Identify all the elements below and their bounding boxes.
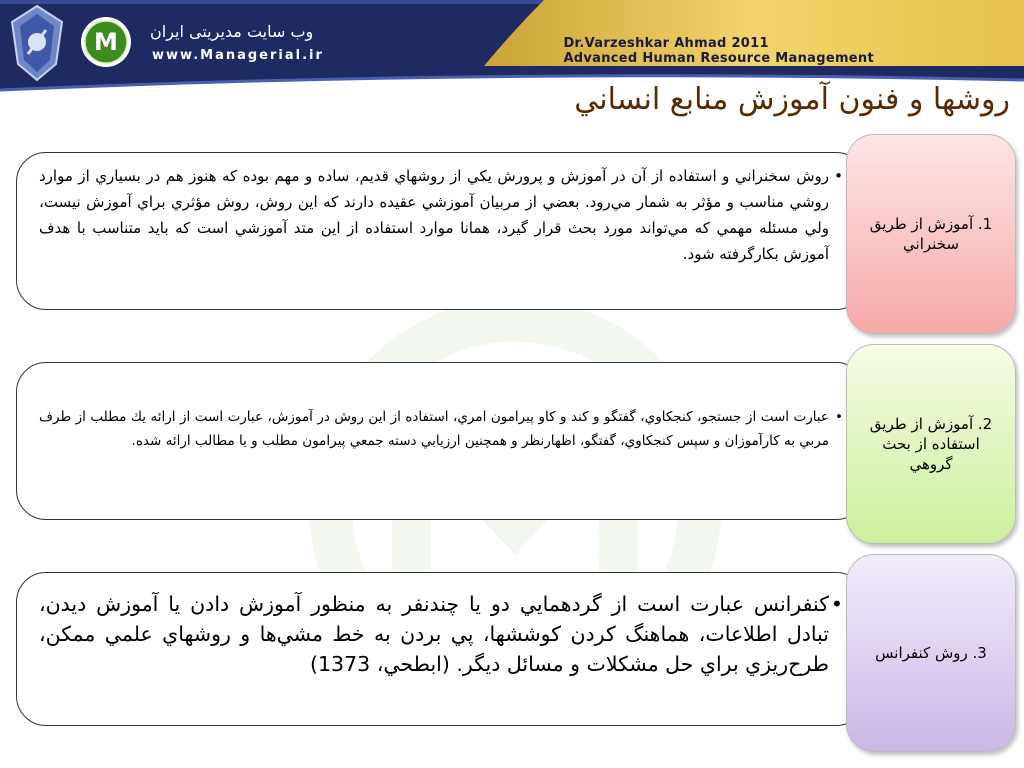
row3-label: 3. روش كنفرانس bbox=[846, 554, 1016, 752]
row1-label: 1. آموزش از طريق سخنراني bbox=[846, 134, 1016, 334]
row1-text: • روش سخنراني و استفاده از آن در آموزش و پرورش يكي از روشهاي قديم، ساده و مهم بوده كه هنوز هم در بسياري از موارد روشي مناسب و مؤثر به شمار مي‌رود. بعضي از مربيان آموزشي عقيده دارند كه اين روش، روش مؤثري براي آموزش نيست، ولي مسئله مهمي كه مي‌تواند مورد بحث قرار گيرد، همانا موارد استفاده از اين متد آموزشي است كه بايد متناسب با هدف آموزش بكارگرفته شود. bbox=[39, 163, 843, 267]
site-url: www.Managerial.ir bbox=[152, 48, 324, 63]
logo-letter: M bbox=[94, 28, 118, 56]
site-name-fa: وب سايت مديريتی ايران bbox=[150, 22, 314, 41]
author-line: Dr.Varzeshkar Ahmad 2011 bbox=[563, 36, 769, 51]
row3-text: • كنفرانس عبارت است از گردهمايي دو يا چندنفر به منظور آموزش دادن يا آموزش ديدن، تبادل اطلاعات، هماهنگ كردن كوششها، پي بردن به خط مشي‌ها و روشهاي علمي ممكن، طرح‌ريزي براي حل مشكلات و مسائل ديگر. (ابطحي، 1373) bbox=[39, 589, 843, 679]
row2-text: • عبارت است از جستجو، كنجكاوي، گفتگو و كند و كاو پيرامون امري، استفاده از اين روش در آموزش، عبارت است از ارائه يك مطلب از طرف مربي به كارآموزان و سپس كنجكاوي، گفتگو، اظهارنظر و همچنين ارزيابي دسته جمعي پيرامون مطلب و يا مطالب ارائه شده. bbox=[39, 405, 843, 453]
row2-label: 2. آموزش از طريق استفاده از بحث گروهي bbox=[846, 344, 1016, 544]
slide-title: روشها و فنون آموزش منابع انساني bbox=[574, 82, 1010, 117]
course-line: Advanced Human Resource Management bbox=[563, 51, 874, 66]
row3-text-box bbox=[16, 572, 866, 726]
row1-text-box bbox=[16, 152, 866, 310]
row2-text-box bbox=[16, 362, 866, 520]
